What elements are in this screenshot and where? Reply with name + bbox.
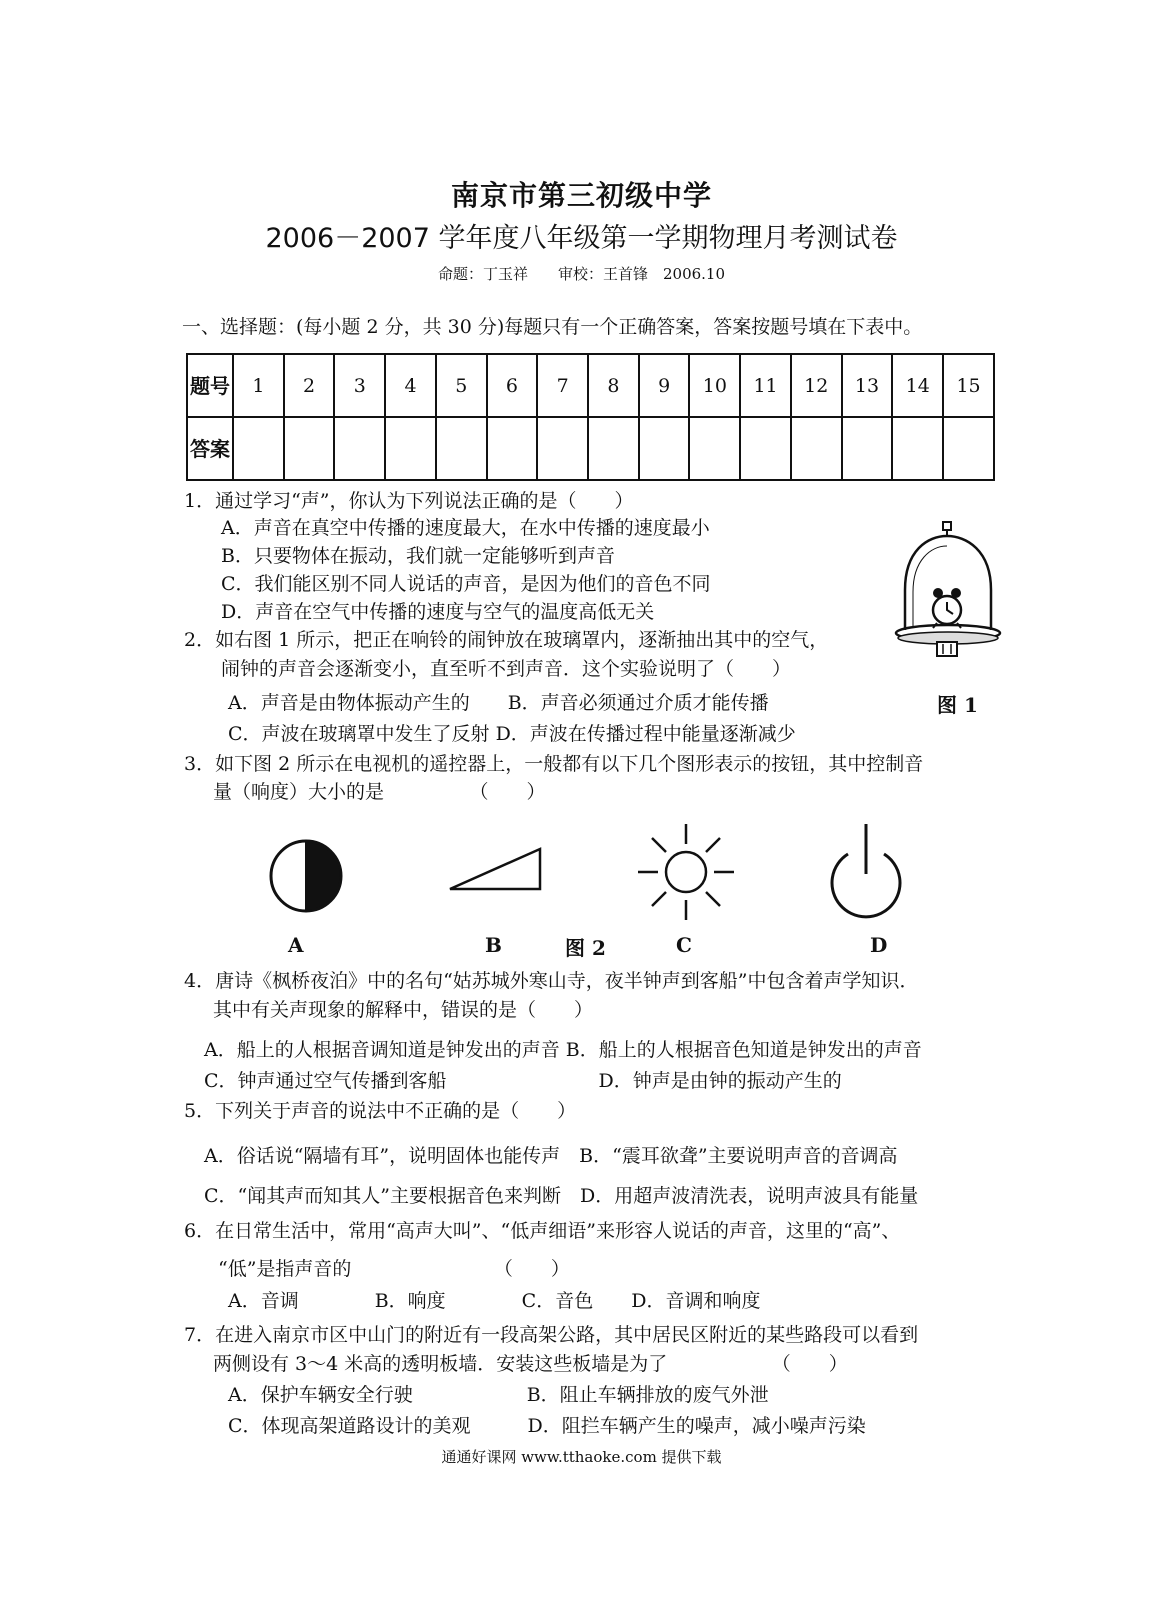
answer-cell[interactable] bbox=[334, 417, 385, 480]
q5-options-cd: C．“闻其声而知其人”主要根据音色来判断 D．用超声波清洗表，说明声波具有能量 bbox=[204, 1185, 919, 1207]
answer-cell[interactable] bbox=[791, 417, 842, 480]
q1-option-b: B．只要物体在振动，我们就一定能够听到声音 bbox=[221, 545, 615, 567]
answer-cell[interactable] bbox=[436, 417, 487, 480]
q1-option-d: D．声音在空气中传播的速度与空气的温度高低无关 bbox=[221, 601, 655, 623]
question-number-cell: 9 bbox=[639, 354, 690, 417]
q1-option-a: A．声音在真空中传播的速度最大，在水中传播的速度最小 bbox=[221, 517, 710, 539]
q7-options-ab: A．保护车辆安全行驶 B．阻止车辆排放的废气外泄 bbox=[228, 1384, 769, 1406]
figure1-caption: 图 1 bbox=[937, 693, 978, 717]
q3-stem-line2: 量（响度）大小的是 （ ） bbox=[213, 781, 546, 803]
q7-options-cd: C．体现高架道路设计的美观 D．阻拦车辆产生的噪声，减小噪声污染 bbox=[228, 1415, 866, 1437]
school-title: 南京市第三初级中学 bbox=[450, 179, 712, 212]
triangle-volume-icon bbox=[447, 845, 543, 893]
q3-stem-line1: 3．如下图 2 所示在电视机的遥控器上，一般都有以下几个图形表示的按钮，其中控制音 bbox=[184, 753, 924, 775]
question-number-cell: 13 bbox=[842, 354, 893, 417]
q4-options-cd: C．钟声通过空气传播到客船 D．钟声是由钟的振动产生的 bbox=[204, 1070, 842, 1092]
half-filled-circle-icon bbox=[268, 838, 344, 914]
answer-cell[interactable] bbox=[892, 417, 943, 480]
question-number-cell: 1 bbox=[233, 354, 284, 417]
q7-stem-line1: 7．在进入南京市区中山门的附近有一段高架公路，其中居民区附近的某些路段可以看到 bbox=[184, 1324, 919, 1346]
power-icon bbox=[826, 822, 906, 916]
sun-brightness-icon bbox=[636, 822, 736, 922]
footer-download-note: 通通好课网 www.tthaoke.com 提供下载 bbox=[441, 1448, 722, 1466]
answer-cell[interactable] bbox=[588, 417, 639, 480]
table-row-numbers bbox=[187, 354, 994, 417]
table-row-answers bbox=[187, 417, 994, 480]
question-number-cell: 14 bbox=[892, 354, 943, 417]
q5-stem: 5．下列关于声音的说法中不正确的是（ ） bbox=[184, 1100, 577, 1122]
answer-cell[interactable] bbox=[487, 417, 538, 480]
q4-stem-line2: 其中有关声现象的解释中，错误的是（ ） bbox=[213, 999, 594, 1021]
answer-cell[interactable] bbox=[842, 417, 893, 480]
exam-title: 2006－2007 学年度八年级第一学期物理月考测试卷 bbox=[265, 223, 898, 254]
q2-options-ab: A．声音是由物体振动产生的 B．声音必须通过介质才能传播 bbox=[228, 692, 769, 714]
question-number-cell: 3 bbox=[334, 354, 385, 417]
question-number-cell: 8 bbox=[588, 354, 639, 417]
figure2-caption: 图 2 bbox=[565, 936, 606, 960]
figure2-label-d: D bbox=[870, 933, 888, 957]
question-number-cell: 12 bbox=[791, 354, 842, 417]
answer-cell[interactable] bbox=[233, 417, 284, 480]
question-number-cell: 4 bbox=[385, 354, 436, 417]
figure2-label-b: B bbox=[485, 933, 502, 957]
q5-options-ab: A．俗话说“隔墙有耳”，说明固体也能传声 B．“震耳欲聋”主要说明声音的音调高 bbox=[204, 1145, 898, 1167]
row-label-answer: 答案 bbox=[187, 417, 233, 480]
q2-stem-line2: 闹钟的声音会逐渐变小，直至听不到声音．这个实验说明了（ ） bbox=[221, 658, 792, 680]
answer-cell[interactable] bbox=[943, 417, 994, 480]
question-number-cell: 2 bbox=[284, 354, 335, 417]
q1-stem: 1．通过学习“声”，你认为下列说法正确的是（ ） bbox=[184, 490, 634, 512]
question-number-cell: 6 bbox=[487, 354, 538, 417]
answer-cell[interactable] bbox=[284, 417, 335, 480]
question-number-cell: 10 bbox=[689, 354, 740, 417]
row-label-number: 题号 bbox=[187, 354, 233, 417]
answer-cell[interactable] bbox=[385, 417, 436, 480]
q2-options-cd: C．声波在玻璃罩中发生了反射 D．声波在传播过程中能量逐渐减少 bbox=[228, 723, 796, 745]
question-number-cell: 11 bbox=[740, 354, 791, 417]
answer-cell[interactable] bbox=[740, 417, 791, 480]
question-number-cell: 7 bbox=[537, 354, 588, 417]
exam-meta: 命题：丁玉祥 审校：王首锋 2006.10 bbox=[437, 265, 726, 283]
q2-stem-line1: 2．如右图 1 所示，把正在响铃的闹钟放在玻璃罩内，逐渐抽出其中的空气， bbox=[184, 629, 829, 651]
answer-cell[interactable] bbox=[537, 417, 588, 480]
answer-cell[interactable] bbox=[639, 417, 690, 480]
bell-jar-figure bbox=[893, 520, 1005, 670]
answer-cell[interactable] bbox=[689, 417, 740, 480]
q6-stem-line2: “低”是指声音的 （ ） bbox=[218, 1258, 570, 1280]
question-number-cell: 15 bbox=[943, 354, 994, 417]
q4-options-ab: A．船上的人根据音调知道是钟发出的声音 B．船上的人根据音色知道是钟发出的声音 bbox=[204, 1039, 922, 1061]
q4-stem-line1: 4．唐诗《枫桥夜泊》中的名句“姑苏城外寒山寺，夜半钟声到客船”中包含着声学知识． bbox=[184, 970, 919, 992]
question-number-cell: 5 bbox=[436, 354, 487, 417]
q6-options: A．音调 B．响度 C．音色 D．音调和响度 bbox=[228, 1290, 761, 1312]
q7-stem-line2: 两侧设有 3～4 米高的透明板墙．安装这些板墙是为了 （ ） bbox=[213, 1353, 848, 1375]
answer-table bbox=[186, 353, 995, 481]
q6-stem-line1: 6．在日常生活中，常用“高声大叫”、“低声细语”来形容人说话的声音，这里的“高”、 bbox=[184, 1220, 901, 1242]
section-heading: 一、选择题：(每小题 2 分，共 30 分)每题只有一个正确答案，答案按题号填在下表中。 bbox=[182, 316, 923, 338]
figure2-label-a: A bbox=[288, 933, 304, 957]
figure2-label-c: C bbox=[676, 933, 692, 957]
q1-option-c: C．我们能区别不同人说话的声音，是因为他们的音色不同 bbox=[221, 573, 711, 595]
